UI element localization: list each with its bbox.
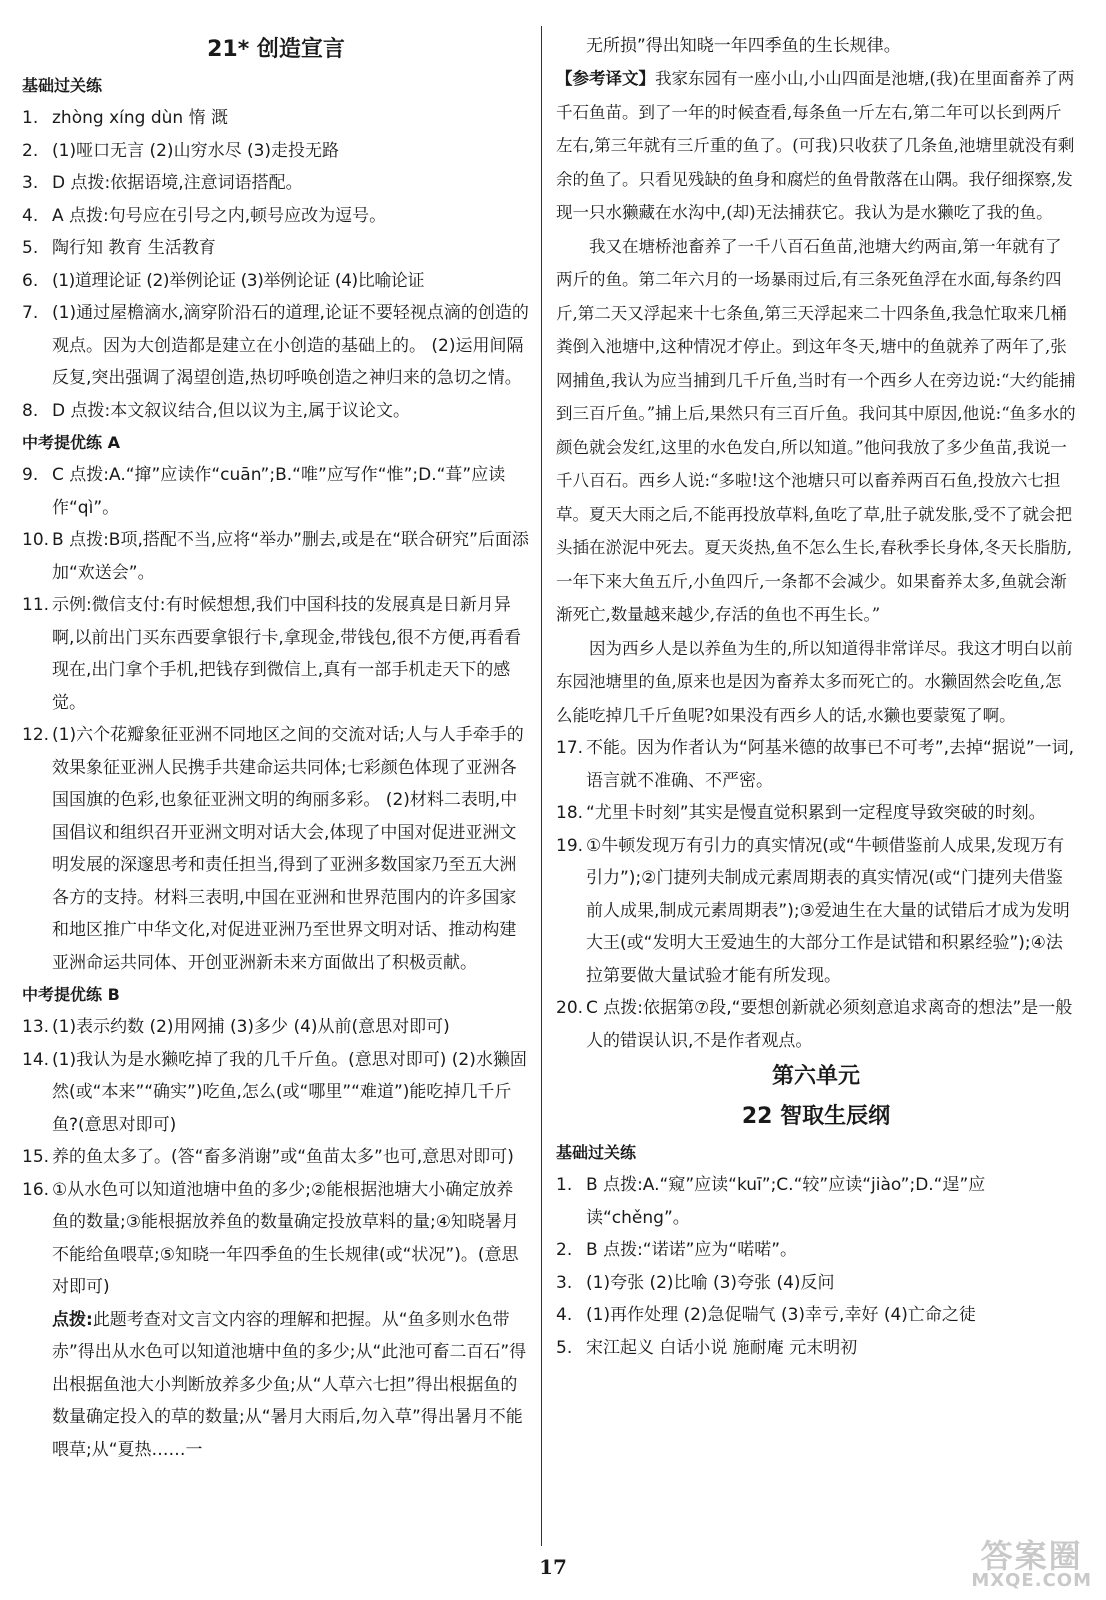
unit-title: 第六单元 <box>771 1064 860 1089</box>
section-heading: 基础过关练 <box>556 1143 637 1162</box>
section-heading: 中考提优练 A <box>22 433 120 452</box>
answer-item: 2. (1)哑口无言 (2)山穷水尽 (3)走投无路 <box>22 140 340 161</box>
left-column <box>22 30 530 1466</box>
tip-paragraph: 点拨:此题考查对文言文内容的理解和把握。从“鱼多则水色带赤”得出从水色可以知道池塘中鱼的多少;从“此池可畜二百石”得出根据鱼池大小判断放养多少鱼;从“人草六七担”得出根据鱼的数量确定投入的草的数量;从“暑月大雨后,勿入草”得出暑月不能喂草;从“夏热……一 <box>52 1309 527 1460</box>
answer-item: 4. (1)再作处理 (2)急促喘气 (3)幸亏,幸好 (4)亡命之徒 <box>556 1305 976 1325</box>
answer-item: 18. “尤里卡时刻”其实是慢直觉积累到一定程度导致突破的时刻。 <box>556 803 1046 823</box>
page-number: 17 <box>539 1555 567 1579</box>
watermark-url: MXQE.COM <box>971 1570 1092 1591</box>
answer-item: 1. B 点拨:A.“窥”应读“kuī”;C.“较”应读“jiào”;D.“逞”应读“chěng”。 <box>556 1175 986 1228</box>
answer-item: 7. (1)通过屋檐滴水,滴穿阶沿石的道理,论证不要轻视点滴的创造的观点。因为大创造都是建立在小创造的基础上的。 (2)运用间隔反复,突出强调了渴望创造,热切呼唤创造之神归来的急切之情。 <box>22 303 529 388</box>
continued-text: 无所损”得出知晓一年四季鱼的生长规律。 <box>586 36 901 56</box>
answer-item: 1. zhòng xíng dùn 惰 溉 <box>22 108 228 128</box>
answer-item: 10. B 点拨:B项,搭配不当,应将“举办”删去,或是在“联合研究”后面添加“欢送会”。 <box>22 530 529 583</box>
answer-item: 12. (1)六个花瓣象征亚洲不同地区之间的交流对话;人与人手牵手的效果象征亚洲人民携手共建命运共同体;七彩颜色体现了亚洲各国国旗的色彩,也象征亚洲文明的绚丽多彩。 (2)材料二表明,中国倡议和组织召开亚洲文明对话大会,体现了中国对促进亚洲文明发展的深邃思考和责任担当,得到了亚洲多数国家乃至五大洲各方的支持。材料三表明,中国在亚洲和世界范围内的许多国家和地区推广中华文化,对促进亚洲乃至世界文明对话、推动构建亚洲命运共同体、开创亚洲新未来方面做出了积极贡献。 <box>22 725 524 973</box>
answer-item: 11. 示例:微信支付:有时候想想,我们中国科技的发展真是日新月异啊,以前出门买东西要拿银行卡,拿现金,带钱包,很不方便,再看看现在,出门拿个手机,把钱存到微信上,真有一部手机走天下的感觉。 <box>22 595 522 713</box>
translation-paragraph: 我又在塘桥池畜养了一千八百石鱼苗,池塘大约两亩,第一年就有了两斤的鱼。第二年六月的一场暴雨过后,有三条死鱼浮在水面,每条约四斤,第二天又浮起来十七条鱼,第三天浮起来二十四条鱼,我急忙取来几桶粪倒入池塘中,这种情况才停止。到这年冬天,塘中的鱼就养了两年了,张网捕鱼,我认为应当捕到几千斤鱼,当时有一个西乡人在旁边说:“大约能捕到三百斤鱼。”捕上后,果然只有三百斤鱼。我问其中原因,他说:“鱼多水的颜色就会发红,这里的水色发白,所以知道。”他问我放了多少鱼苗,我说一千八百石。西乡人说:“多啦!这个池塘只可以畜养两百石鱼,投放六七担草。夏天大雨之后,不能再投放草料,鱼吃了草,肚子就发胀,受不了就会把头插在淤泥中死去。夏天炎热,鱼不怎么生长,春秋季长身体,冬天长脂肪,一年下来大鱼五斤,小鱼四斤,一条都不会减少。如果畜养太多,鱼就会渐渐死亡,数量越来越少,存活的鱼也不再生长。” <box>556 236 1076 624</box>
answer-item: 19. ①牛顿发现万有引力的真实情况(或“牛顿借鉴前人成果,发现万有引力”);②门捷列夫制成元素周期表的真实情况(或“门捷列夫借鉴前人成果,制成元素周期表”);③爱迪生在大量的试错后才成为发明大王(或“发明大王爱迪生的大部分工作是试错和积累经验”);④法拉第要做大量试验才能有所发现。 <box>556 835 1070 986</box>
translation-paragraph: 因为西乡人是以养鱼为生的,所以知道得非常详尽。我这才明白以前东园池塘里的鱼,原来也是因为畜养太多而死亡的。水獭固然会吃鱼,怎么能吃掉几千斤鱼呢?如果没有西乡人的话,水獭也要蒙冤了啊。 <box>556 638 1073 725</box>
answer-item: 14. (1)我认为是水獭吃掉了我的几千斤鱼。(意思对即可) (2)水獭固然(或“本来”“确实”)吃鱼,怎么(或“哪里”“难道”)能吃掉几千斤鱼?(意思对即可) <box>22 1049 527 1135</box>
answer-item: 3. (1)夸张 (2)比喻 (3)夸张 (4)反问 <box>556 1272 835 1293</box>
answer-item: 20. C 点拨:依据第⑦段,“要想创新就必须刻意追求离奇的想法”是一般人的错误认识,不是作者观点。 <box>556 998 1073 1051</box>
answer-item: 6. (1)道理论证 (2)举例论证 (3)举例论证 (4)比喻论证 <box>22 270 425 291</box>
watermark-text: 答案圈 <box>980 1537 1083 1575</box>
answer-item: 3. D 点拨:依据语境,注意词语搭配。 <box>22 173 303 193</box>
answer-item: 5. 宋江起义 白话小说 施耐庵 元末明初 <box>556 1337 858 1358</box>
section-heading: 中考提优练 B <box>22 985 120 1004</box>
answer-item: 4. A 点拨:句号应在引号之内,顿号应改为逗号。 <box>22 205 387 226</box>
answer-item: 9. C 点拨:A.“撺”应读作“cuān”;B.“唯”应写作“惟”;D.“葺”应读作“qì”。 <box>22 465 506 518</box>
section-heading: 基础过关练 <box>22 76 103 95</box>
answer-item: 16. ①从水色可以知道池塘中鱼的多少;②能根据池塘大小确定放养鱼的数量;③能根据放养鱼的数量确定投放草料的量;④知晓暑月不能给鱼喂草;⑤知晓一年四季鱼的生长规律(或“状况”)。(意思对即可) <box>22 1179 519 1297</box>
lesson-title: 22 智取生辰纲 <box>741 1104 891 1129</box>
watermark-logo <box>971 1537 1092 1591</box>
column-divider <box>541 26 542 1546</box>
answer-item: 8. D 点拨:本文叙议结合,但以议为主,属于议论文。 <box>22 400 411 421</box>
answer-item: 13. (1)表示约数 (2)用网捕 (3)多少 (4)从前(意思对即可) <box>22 1017 450 1037</box>
answer-item: 5. 陶行知 教育 生活教育 <box>22 238 216 258</box>
answer-item: 17. 不能。因为作者认为“阿基米德的故事已不可考”,去掉“据说”一词,语言就不准确、不严密。 <box>556 738 1075 791</box>
answer-item: 2. B 点拨:“诺诺”应为“喏喏”。 <box>556 1240 798 1260</box>
lesson-title: 21* 创造宣言 <box>207 37 345 62</box>
right-column <box>556 30 1076 1364</box>
answer-item: 15. 养的鱼太多了。(答“畜多消谢”或“鱼苗太多”也可,意思对即可) <box>22 1147 514 1167</box>
translation-paragraph: 【参考译文】我家东园有一座小山,小山四面是池塘,(我)在里面畜养了两千石鱼苗。到了一年的时候查看,每条鱼一斤左右,第二年可以长到两斤左右,第三年就有三斤重的鱼了。(可我)只收获了几条鱼,池塘里就没有剩余的鱼了。只看见残缺的鱼身和腐烂的鱼骨散落在山隅。我仔细探察,发现一只水獭藏在水沟中,(却)无法捕获它。我认为是水獭吃了我的鱼。 <box>556 69 1075 222</box>
